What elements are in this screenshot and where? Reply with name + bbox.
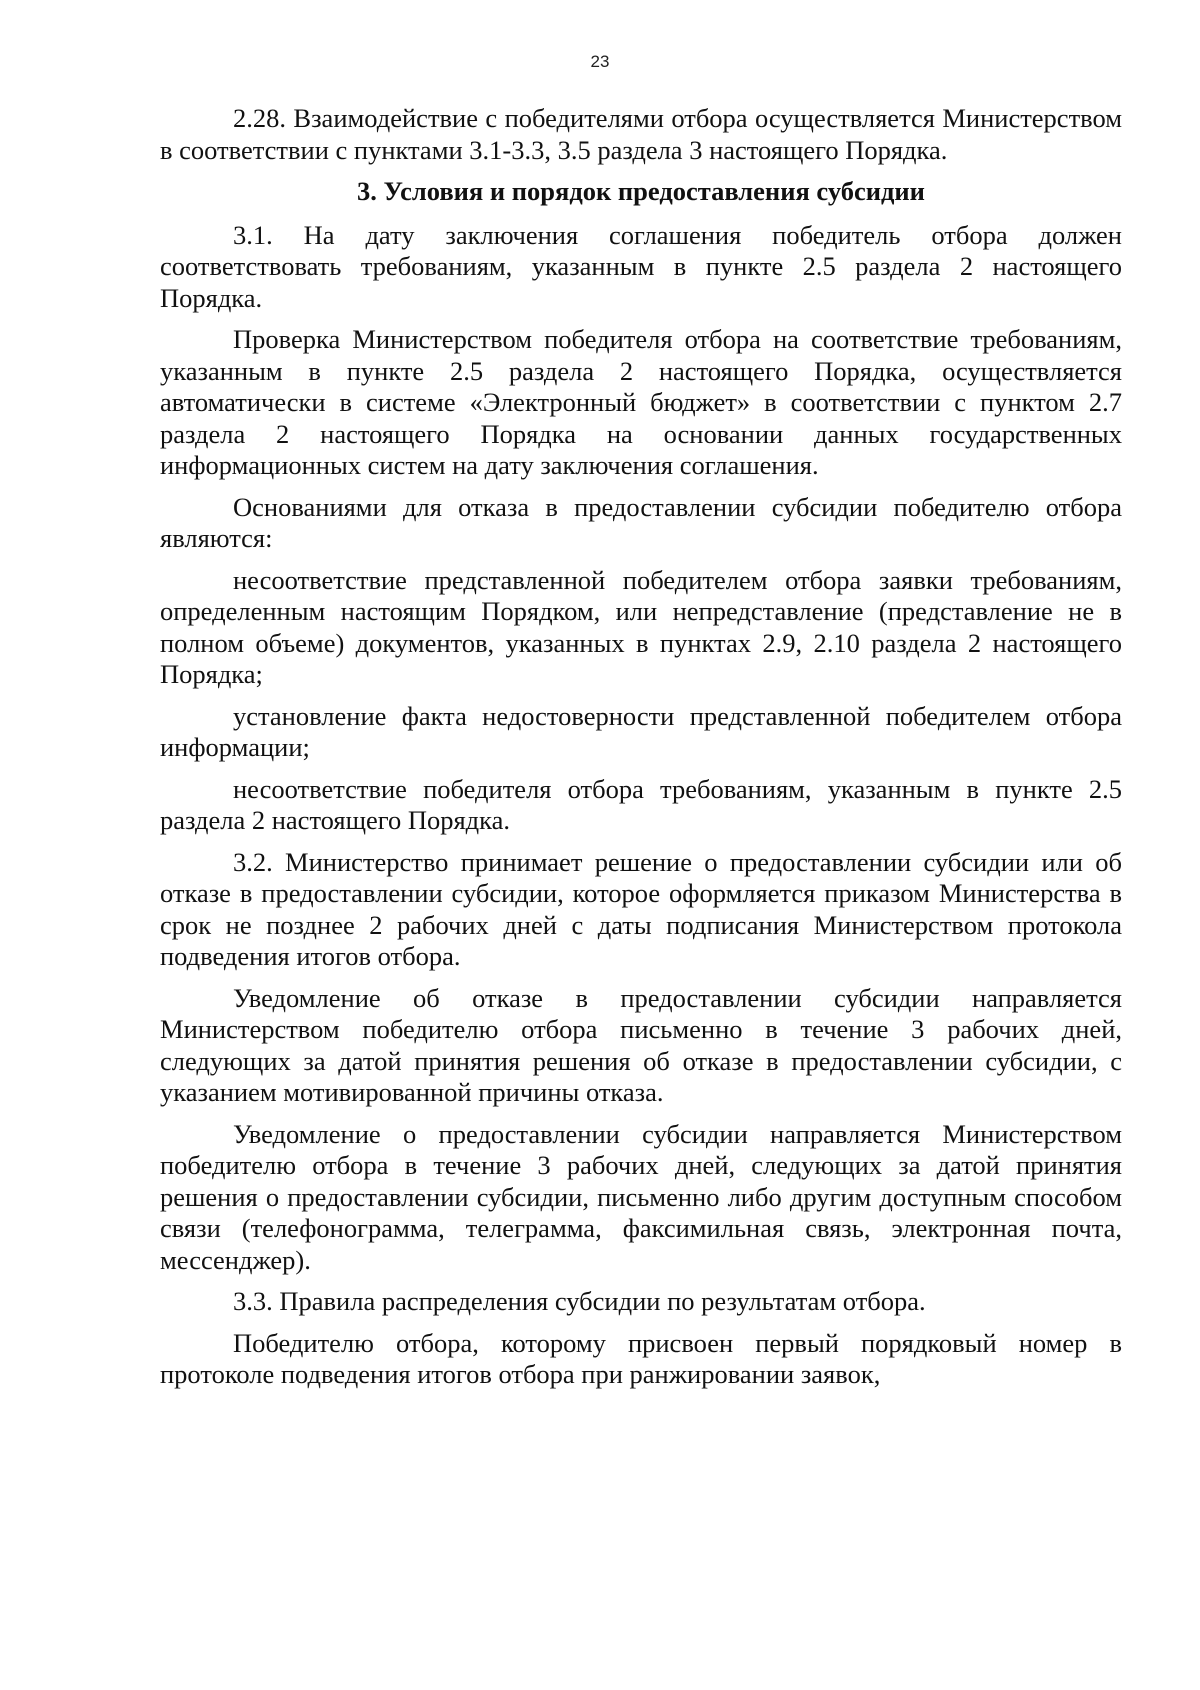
paragraph-winner: Победителю отбора, которому присвоен первый порядковый номер в протоколе подведения итогов отбора при ранжировании заявок,	[160, 1327, 1122, 1389]
document-body	[160, 103, 1122, 1401]
paragraph-2-28: 2.28. Взаимодействие с победителями отбора осуществляется Министерством в соответствии с пунктами 3.1-3.3, 3.5 раздела 3 настоящего Порядка.	[160, 103, 1122, 165]
paragraph-grant-notice: Уведомление о предоставлении субсидии направляется Министерством победителю отбора в течение 3 рабочих дней, следующих за датой принятия решения о предоставлении субсидии, письменно либо другим доступным способом связи (телефонограмма, телеграмма, факсимильная связь, электронная почта, мессенджер).	[160, 1118, 1122, 1275]
paragraph-3-3: 3.3. Правила распределения субсидии по результатам отбора.	[233, 1286, 926, 1316]
section-heading: 3. Условия и порядок предоставления субсидии	[357, 176, 925, 206]
paragraph-refusal-grounds: Основаниями для отказа в предоставлении субсидии победителю отбора являются:	[160, 491, 1122, 553]
paragraph-3-2: 3.2. Министерство принимает решение о предоставлении субсидии или об отказе в предоставлении субсидии, которое оформляется приказом Министерства в срок не позднее 2 рабочих дней с даты подписания Министерством протокола подведения итогов отбора.	[160, 846, 1122, 971]
paragraph-ground-3: несоответствие победителя отбора требованиям, указанным в пункте 2.5 раздела 2 настоящего Порядка.	[160, 773, 1122, 835]
paragraph-refusal-notice: Уведомление об отказе в предоставлении субсидии направляется Министерством победителю отбора письменно в течение 3 рабочих дней, следующих за датой принятия решения об отказе в предоставлении субсидии, с указанием мотивированной причины отказа.	[160, 982, 1122, 1107]
paragraph-verification: Проверка Министерством победителя отбора на соответствие требованиям, указанным в пункте 2.5 раздела 2 настоящего Порядка, осуществляется автоматически в системе «Электронный бюджет» в соответствии с пунктом 2.7 раздела 2 настоящего Порядка на основании данных государственных информационных систем на дату заключения соглашения.	[160, 324, 1122, 480]
paragraph-ground-1: несоответствие представленной победителем отбора заявки требованиям, определенным настоящим Порядком, или непредставление (представление не в полном объеме) документов, указанных в пунктах 2.9, 2.10 раздела 2 настоящего Порядка;	[160, 564, 1122, 689]
paragraph-3-1: 3.1. На дату заключения соглашения победитель отбора должен соответствовать требованиям, указанным в пункте 2.5 раздела 2 настоящего Порядка.	[160, 219, 1122, 313]
page-number: 23	[590, 52, 610, 71]
paragraph-ground-2: установление факта недостоверности представленной победителем отбора информации;	[160, 700, 1122, 762]
